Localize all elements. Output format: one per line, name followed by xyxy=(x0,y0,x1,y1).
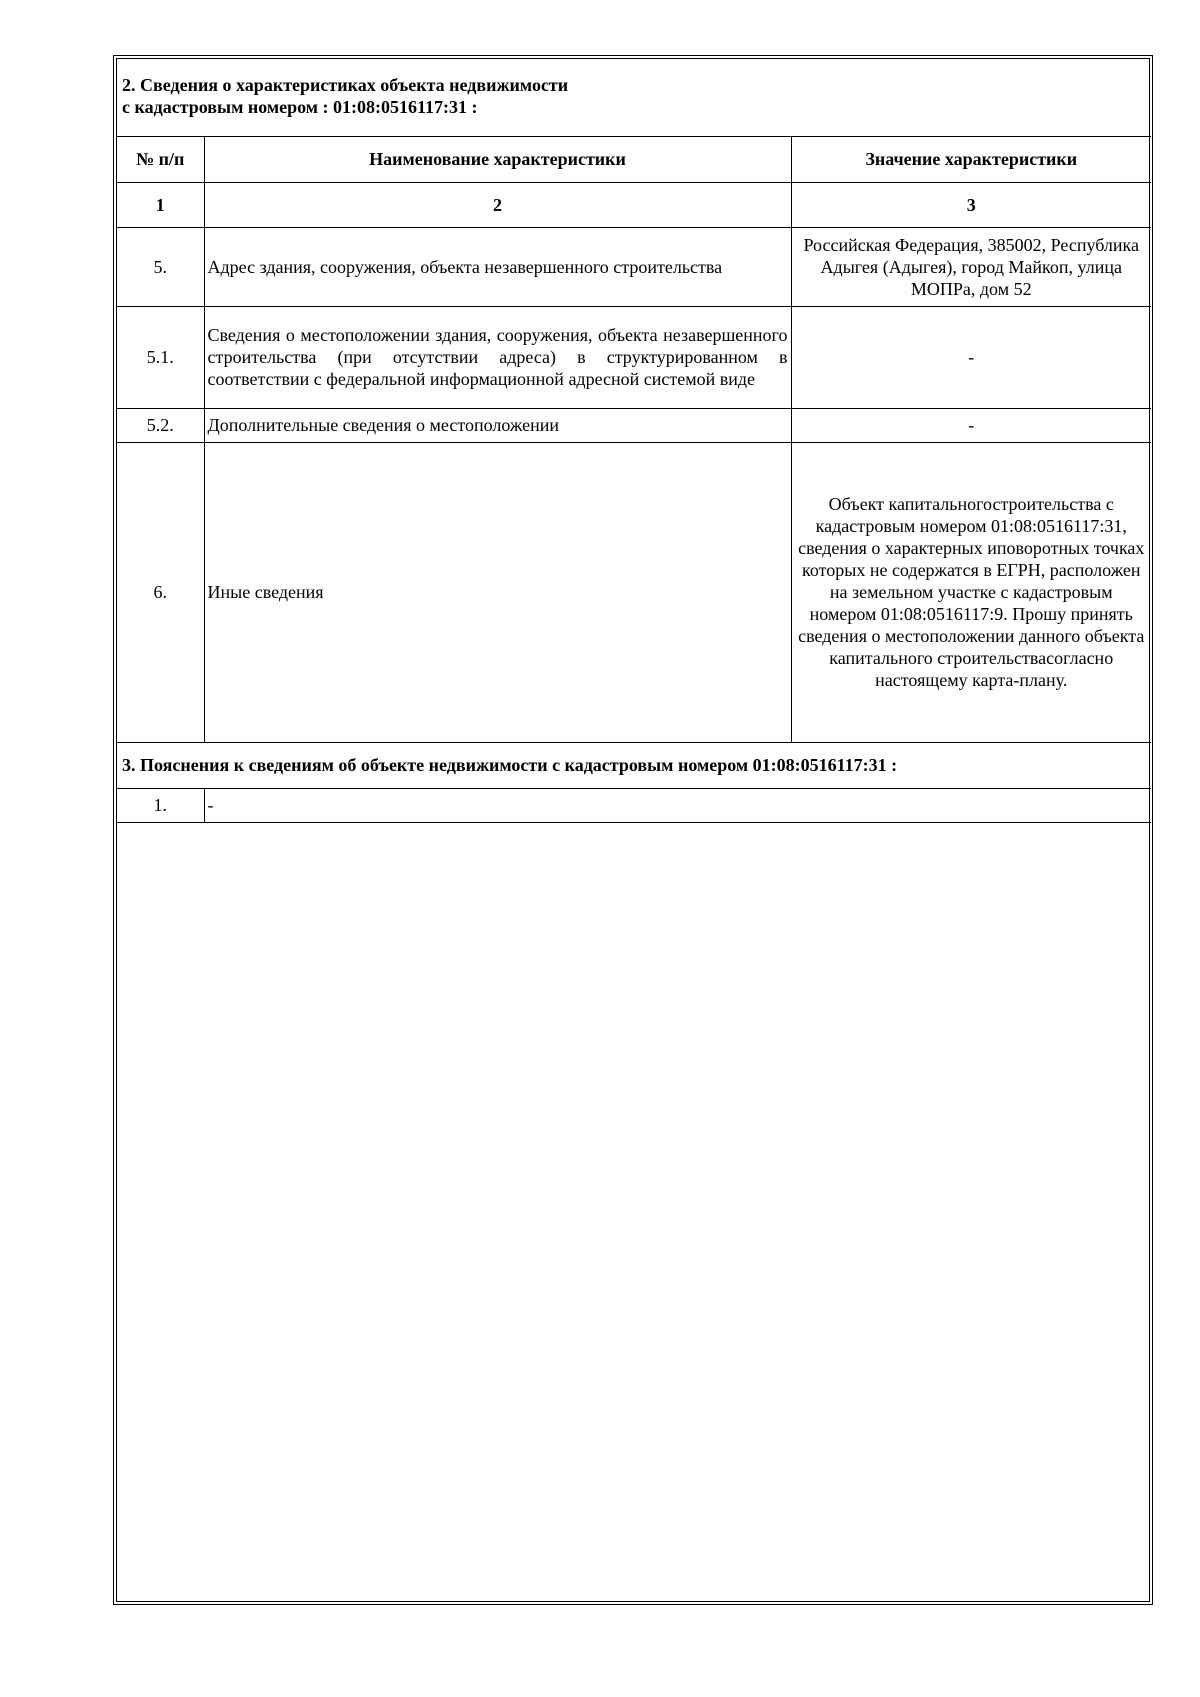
row-value: Российская Федерация, 385002, Республика Адыгея (Адыгея), город Майкоп, улица МОПРа, дом 52 xyxy=(791,227,1151,306)
section2-title-row xyxy=(117,59,1151,136)
characteristics-table xyxy=(117,59,1151,823)
row-num: 1. xyxy=(117,788,204,822)
section2-title-line2: с кадастровым номером : 01:08:0516117:31 : xyxy=(122,97,478,118)
header-row xyxy=(117,136,1151,182)
section3-title-row xyxy=(117,742,1151,788)
row-name: Дополнительные сведения о местоположении xyxy=(204,408,791,442)
row-value: - xyxy=(791,408,1151,442)
section2-title-line1: 2. Сведения о характеристиках объекта недвижимости xyxy=(122,75,569,96)
row-num: 5.2. xyxy=(117,408,204,442)
column-number-row xyxy=(117,182,1151,227)
table-row xyxy=(117,408,1151,442)
column-number-3: 3 xyxy=(791,182,1151,227)
table-row xyxy=(117,788,1151,822)
column-number-2: 2 xyxy=(204,182,791,227)
row-text: - xyxy=(204,788,1151,822)
table-row xyxy=(117,442,1151,742)
table-row xyxy=(117,227,1151,306)
row-num: 6. xyxy=(117,442,204,742)
header-name: Наименование характеристики xyxy=(204,136,791,182)
table-row xyxy=(117,306,1151,408)
header-value: Значение характеристики xyxy=(791,136,1151,182)
column-number-1: 1 xyxy=(117,182,204,227)
row-value: - xyxy=(791,306,1151,408)
page-frame xyxy=(113,55,1153,1605)
section3-title: 3. Пояснения к сведениям об объекте недвижимости с кадастровым номером 01:08:0516117:31 : xyxy=(117,742,1151,788)
row-name: Адрес здания, сооружения, объекта незавершенного строительства xyxy=(204,227,791,306)
row-value: Объект капитальногостроительства с кадастровым номером 01:08:0516117:31, сведения о характерных иповоротных точках которых не содержатся в ЕГРН, расположен на земельном участке с кадастровым номером 01:08:0516117:9. Прошу принять сведения о местоположении данного объекта капитального строительствасогласно настоящему карта-плану. xyxy=(791,442,1151,742)
row-name: Иные сведения xyxy=(204,442,791,742)
section2-title xyxy=(117,59,1151,136)
row-name: Сведения о местоположении здания, сооружения, объекта незавершенного строительства (при отсутствии адреса) в структурированном в соответствии с федеральной информационной адресной системой виде xyxy=(204,306,791,408)
header-num: № п/п xyxy=(117,136,204,182)
row-num: 5. xyxy=(117,227,204,306)
row-num: 5.1. xyxy=(117,306,204,408)
